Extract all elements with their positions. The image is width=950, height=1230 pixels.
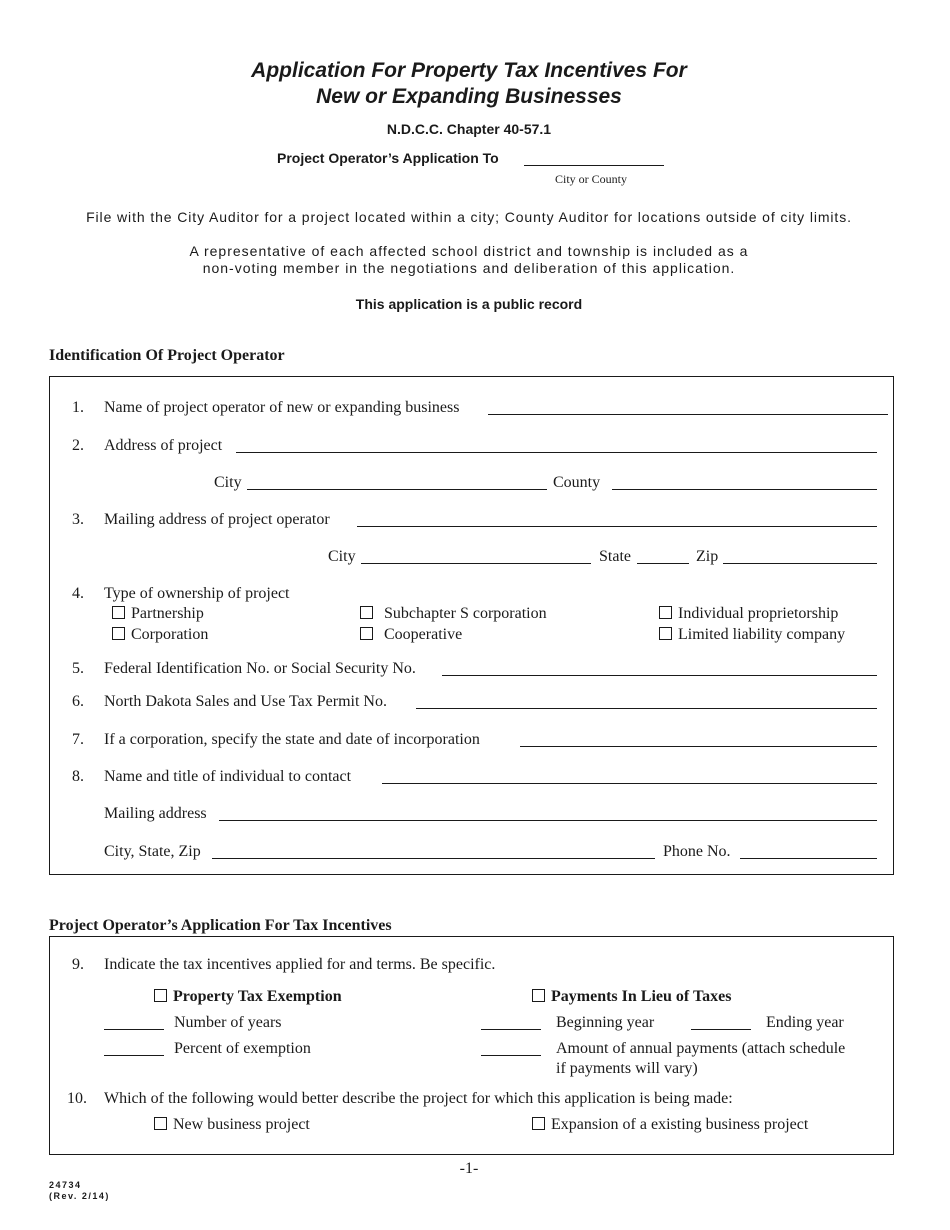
option-property-tax-exemption[interactable]: Property Tax Exemption <box>154 988 342 1006</box>
checkbox-icon[interactable] <box>659 627 672 640</box>
q1-operator-name-field[interactable] <box>488 414 888 415</box>
checkbox-icon[interactable] <box>154 1117 167 1130</box>
checkbox-icon[interactable] <box>532 1117 545 1130</box>
q8-phone-label: Phone No. <box>663 843 731 860</box>
number-of-years-field[interactable] <box>104 1029 164 1030</box>
q10-label: Which of the following would better describe the project for which this application is being made: <box>104 1090 733 1107</box>
annual-payments-label-1: Amount of annual payments (attach schedule <box>556 1040 846 1057</box>
form-number: 24734 <box>49 1180 82 1190</box>
option-new-business[interactable]: New business project <box>154 1116 310 1134</box>
option-partnership[interactable]: Partnership <box>112 605 204 623</box>
annual-payments-field[interactable] <box>481 1055 541 1056</box>
file-with-instruction: File with the City Auditor for a project located within a city; County Auditor for locations outside of city limits. <box>86 209 852 225</box>
q2-city-field[interactable] <box>247 489 547 490</box>
title-line-1: Application For Property Tax Incentives For <box>251 59 687 82</box>
application-to-label: Project Operator’s Application To <box>277 150 499 166</box>
q8-mailing-label: Mailing address <box>104 805 207 822</box>
q7-label: If a corporation, specify the state and date of incorporation <box>104 731 480 748</box>
q4-number: 4. <box>72 585 84 602</box>
option-llc[interactable]: Limited liability company <box>659 626 845 644</box>
representative-line-1: A representative of each affected school district and township is included as a <box>189 243 749 259</box>
checkbox-icon[interactable] <box>112 627 125 640</box>
q7-incorporation-field[interactable] <box>520 746 877 747</box>
checkbox-icon[interactable] <box>360 627 373 640</box>
q1-number: 1. <box>72 399 84 416</box>
application-to-blank[interactable] <box>524 165 664 166</box>
q6-permit-field[interactable] <box>416 708 877 709</box>
q3-state-field[interactable] <box>637 563 689 564</box>
q8-contact-field[interactable] <box>382 783 877 784</box>
chapter-reference: N.D.C.C. Chapter 40-57.1 <box>386 121 552 137</box>
q2-number: 2. <box>72 437 84 454</box>
q3-zip-field[interactable] <box>723 563 877 564</box>
public-record-notice: This application is a public record <box>355 296 583 312</box>
checkbox-icon[interactable] <box>112 606 125 619</box>
q2-county-field[interactable] <box>612 489 877 490</box>
q6-label: North Dakota Sales and Use Tax Permit No. <box>104 693 387 710</box>
checkbox-icon[interactable] <box>532 989 545 1002</box>
option-individual-proprietorship[interactable]: Individual proprietorship <box>659 605 838 623</box>
option-subchapter-s[interactable]: Subchapter S corporation <box>360 605 547 623</box>
q7-number: 7. <box>72 731 84 748</box>
q2-address-field[interactable] <box>236 452 877 453</box>
percent-exemption-label: Percent of exemption <box>174 1040 311 1057</box>
section-identification-heading: Identification Of Project Operator <box>49 347 285 364</box>
q5-number: 5. <box>72 660 84 677</box>
page-number: -1- <box>459 1160 479 1177</box>
q2-label: Address of project <box>104 437 223 454</box>
checkbox-icon[interactable] <box>659 606 672 619</box>
q1-label: Name of project operator of new or expanding business <box>104 399 460 416</box>
q9-number: 9. <box>72 956 84 973</box>
number-of-years-label: Number of years <box>174 1014 282 1031</box>
q3-mailing-address-field[interactable] <box>357 526 877 527</box>
section-tax-incentives-heading: Project Operator’s Application For Tax Incentives <box>49 917 392 934</box>
form-revision: (Rev. 2/14) <box>49 1191 110 1201</box>
q4-label: Type of ownership of project <box>104 585 290 602</box>
q10-number: 10. <box>67 1090 87 1107</box>
option-cooperative[interactable]: Cooperative <box>360 626 462 644</box>
city-or-county-caption: City or County <box>555 172 628 186</box>
option-expansion[interactable]: Expansion of a existing business project <box>532 1116 808 1134</box>
beginning-year-field[interactable] <box>481 1029 541 1030</box>
q5-label: Federal Identification No. or Social Security No. <box>104 660 416 677</box>
q8-csz-field[interactable] <box>212 858 655 859</box>
q2-city-label: City <box>214 474 242 491</box>
representative-line-2: non-voting member in the negotiations and deliberation of this application. <box>202 260 736 276</box>
q3-label: Mailing address of project operator <box>104 511 330 528</box>
q3-city-field[interactable] <box>361 563 591 564</box>
option-payments-in-lieu[interactable]: Payments In Lieu of Taxes <box>532 988 731 1006</box>
q3-number: 3. <box>72 511 84 528</box>
q8-csz-label: City, State, Zip <box>104 843 201 860</box>
percent-exemption-field[interactable] <box>104 1055 164 1056</box>
q3-zip-label: Zip <box>696 548 719 565</box>
ending-year-label: Ending year <box>766 1014 844 1031</box>
q8-number: 8. <box>72 768 84 785</box>
q6-number: 6. <box>72 693 84 710</box>
ending-year-field[interactable] <box>691 1029 751 1030</box>
option-corporation[interactable]: Corporation <box>112 626 208 644</box>
q2-county-label: County <box>553 474 601 491</box>
q3-state-label: State <box>599 548 631 565</box>
annual-payments-label-2: if payments will vary) <box>556 1060 698 1077</box>
q9-label: Indicate the tax incentives applied for and terms. Be specific. <box>104 956 496 973</box>
q8-label: Name and title of individual to contact <box>104 768 352 785</box>
beginning-year-label: Beginning year <box>556 1014 655 1031</box>
q5-federal-id-field[interactable] <box>442 675 877 676</box>
title-line-2: New or Expanding Businesses <box>316 85 622 108</box>
q8-mailing-field[interactable] <box>219 820 877 821</box>
q3-city-label: City <box>328 548 356 565</box>
checkbox-icon[interactable] <box>360 606 373 619</box>
q8-phone-field[interactable] <box>740 858 877 859</box>
checkbox-icon[interactable] <box>154 989 167 1002</box>
